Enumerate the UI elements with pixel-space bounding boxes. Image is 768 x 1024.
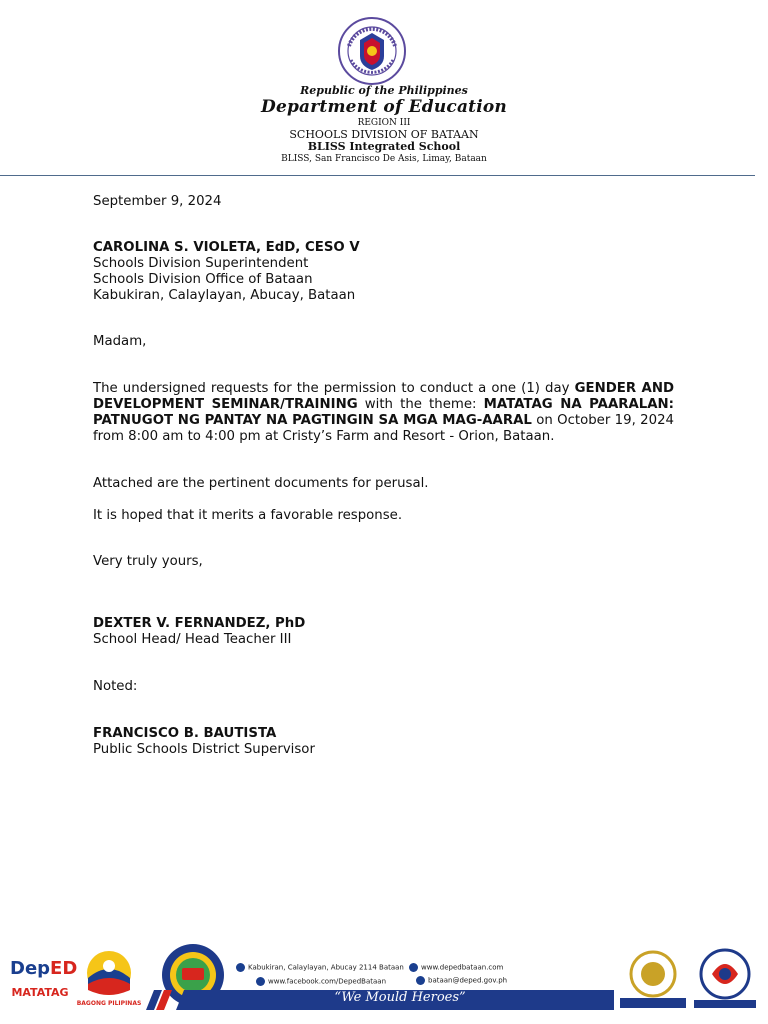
letter-footer (0, 940, 768, 1024)
letter-date: September 9, 2024 (93, 194, 222, 209)
recipient-line: Schools Division Office of Bataan (93, 272, 313, 287)
location-icon (236, 963, 245, 972)
header-department: Department of Education (261, 97, 507, 117)
recipient-line: Kabukiran, Calaylayan, Abucay, Bataan (93, 288, 356, 303)
deped-wordmark: DepED (10, 958, 78, 979)
letterhead (0, 0, 768, 176)
noted-label: Noted: (93, 679, 138, 694)
header-address: BLISS, San Francisco De Asis, Limay, Bataan (281, 154, 487, 164)
recipient-line: Schools Division Superintendent (93, 256, 309, 271)
request-paragraph (93, 381, 674, 445)
noted-by-block (93, 726, 674, 758)
noted-by-name: FRANCISCO B. BAUTISTA (93, 726, 277, 741)
header-division: SCHOOLS DIVISION OF BATAAN (289, 128, 479, 141)
header-school: BLISS Integrated School (307, 140, 461, 153)
para-text: with the theme: (357, 397, 484, 412)
seminar-theme: MATATAG NA PAARALAN: PATNUGOT NG PANTAY NA PAGTINGIN SA MGA MAG-AARAL (93, 397, 674, 428)
ph-quality-award-logo-icon (692, 946, 758, 1010)
header-region: REGION III (357, 118, 411, 128)
facebook-icon (256, 977, 265, 986)
footer-address: Kabukiran, Calaylayan, Abucay 2114 Bataan (236, 963, 404, 972)
closing: Very truly yours, (93, 554, 203, 569)
signatory-title: School Head/ Head Teacher III (93, 632, 292, 647)
attachment-paragraph: Attached are the pertinent documents for perusal. (93, 476, 429, 491)
header-republic: Republic of the Philippines (300, 84, 468, 97)
seminar-title: GENDER AND DEVELOPMENT SEMINAR/TRAINING (93, 381, 674, 412)
para-text: on October 19, 2024 from 8:00 am to 4:00 pm at Cristy’s Farm and Resort - Orion, Bataan. (93, 413, 674, 444)
deped-matatag-logo (10, 950, 78, 1008)
footer-facebook[interactable]: www.facebook.com/DepedBataan (256, 977, 386, 986)
matatag-wordmark: MATATAG (11, 986, 69, 999)
signatory-block (93, 616, 674, 648)
header-divider (0, 175, 755, 176)
footer-email[interactable]: bataan@deped.gov.ph (416, 976, 507, 985)
globe-icon (409, 963, 418, 972)
deped-seal-icon (337, 16, 407, 86)
para-text: The undersigned requests for the permission to conduct a one (1) day (93, 381, 575, 396)
hope-paragraph: It is hoped that it merits a favorable response. (93, 508, 403, 523)
csc-award-logo-icon (618, 948, 688, 1010)
bagong-pilipinas-logo-icon (84, 948, 134, 998)
bagong-pilipinas-label: BAGONG PILIPINAS (76, 1000, 142, 1007)
signatory-name: DEXTER V. FERNANDEZ, PhD (93, 616, 306, 631)
noted-by-title: Public Schools District Supervisor (93, 742, 315, 757)
recipient-name: CAROLINA S. VIOLETA, EdD, CESO V (93, 240, 360, 255)
recipient-block (93, 240, 674, 304)
footer-website[interactable]: www.depedbataan.com (409, 963, 503, 972)
salutation: Madam, (93, 334, 147, 349)
email-icon (416, 976, 425, 985)
footer-motto: “We Mould Heroes” (334, 990, 466, 1005)
